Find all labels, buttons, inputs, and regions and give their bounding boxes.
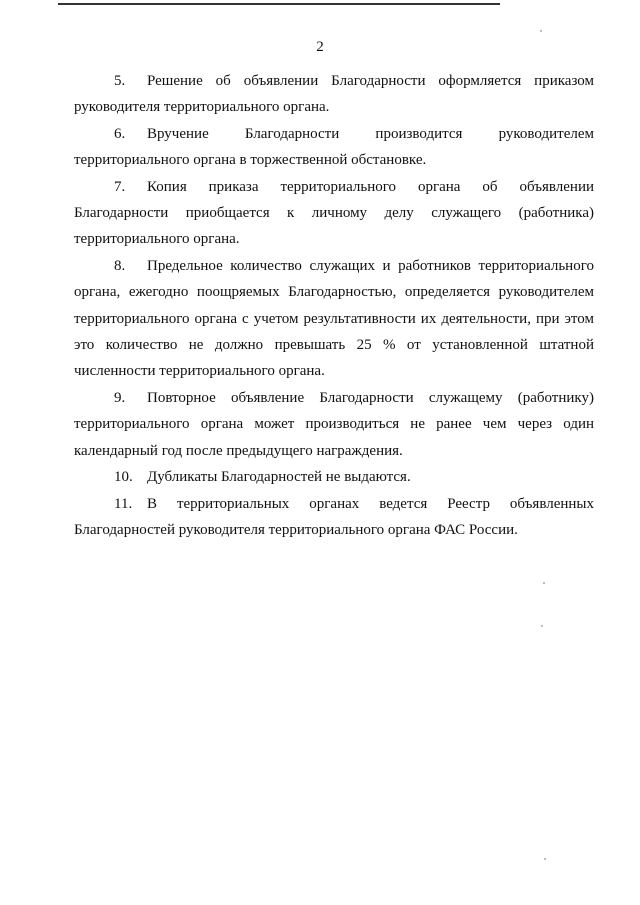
scan-speck — [544, 858, 546, 860]
paragraph-6 — [74, 121, 594, 174]
paragraph-text: Предельное количество служащих и работников территориального органа, ежегодно поощряемых Благодарностью, определяется руководителем территориального органа с учетом результативности их деятельности, при этом это количество не должно превышать 25 % от установленной штатной численности территориального органа. — [74, 257, 594, 380]
paragraph-number: 11. — [114, 495, 133, 512]
paragraph-text: Копия приказа территориального органа об объявлении Благодарности приобщается к личному делу служащего (работника) территориального органа. — [74, 178, 594, 248]
paragraph-text: Решение об объявлении Благодарности оформляется приказом руководителя территориального органа. — [74, 73, 594, 116]
scan-speck — [543, 582, 545, 584]
paragraph-number: 5. — [114, 73, 126, 89]
paragraph-number: 7. — [114, 178, 126, 195]
paragraph-number: 8. — [114, 257, 126, 274]
paragraph-11 — [74, 491, 594, 544]
paragraph-text: Повторное объявление Благодарности служащему (работнику) территориального органа может производиться не ранее чем через один календарный год после предыдущего награждения. — [74, 389, 594, 459]
paragraph-5 — [74, 68, 594, 121]
paragraph-text: Дубликаты Благодарностей не выдаются. — [147, 469, 411, 486]
paragraph-number: 9. — [114, 389, 126, 406]
paragraph-9 — [74, 385, 594, 464]
paragraph-number: 10. — [114, 469, 133, 486]
paragraph-text: В территориальных органах ведется Реестр объявленных Благодарностей руководителя территориального органа ФАС России. — [74, 495, 594, 538]
paragraph-10 — [74, 464, 594, 490]
paragraph-8 — [74, 253, 594, 385]
top-scan-border — [58, 3, 500, 5]
page-number: 2 — [316, 39, 324, 55]
paragraph-text: Вручение Благодарности производится руководителем территориального органа в торжественной обстановке. — [74, 125, 594, 169]
scan-speck — [540, 30, 542, 32]
scan-speck — [541, 625, 543, 627]
paragraph-number: 6. — [114, 125, 126, 142]
document-body — [74, 68, 594, 543]
paragraph-7 — [74, 174, 594, 253]
